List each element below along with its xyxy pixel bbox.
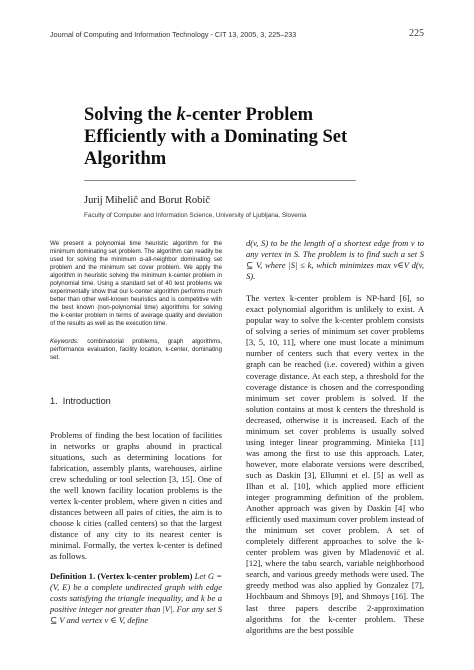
section-heading — [50, 396, 222, 406]
definition-1 — [50, 571, 222, 626]
abstract: We present a polynomial time heuristic algorithm for the minimum dominating set problem. The algorithm can readily be used for solving the minimum α-all-neighbor dominating set problem and the minimum set cover problem. We apply the algorithm in heuristic solving the minimum k-center problem in polynomial time. Using a standard set of 40 test problems we experimentally show that our k-center algorithm performs much better than other well-known heuristics and is competitive with the best known (non-polynomial time) algorithms for solving the k-center problem in terms of average quality and deviation of the results as well as the execution time. — [50, 240, 222, 328]
section-title: Introduction — [62, 395, 111, 406]
title-line-3: Algorithm — [84, 149, 167, 169]
left-column — [50, 240, 222, 626]
journal-citation: Journal of Computing and Information Technology - CIT 13, 2005, 3, 225–233 — [50, 30, 297, 39]
authors: Jurij Mihelič and Borut Robič — [84, 195, 210, 206]
section-number: 1. — [50, 395, 58, 406]
definition-label: Definition 1. (Vertex k-center problem) — [50, 571, 193, 582]
running-header — [50, 30, 424, 39]
page-number: 225 — [409, 28, 424, 39]
intro-paragraph-1: Problems of finding the best location of facilities in networks or graphs abound in practical situations, such as determining locations for fabrication, assembly plants, warehouses, airline crew scheduling or tool selection [3, 15]. One of the well known facility location problems is the vertex k-center problem, where given n cities and distances between all pairs of cities, the aim is to choose k cities (called centers) so that the largest distance of any city to its nearest center is minimal. Formally, the vertex k-center is defined as follows. — [50, 429, 222, 562]
right-column — [246, 238, 424, 636]
affiliation: Faculty of Computer and Information Science, University of Ljubljana, Slovenia — [84, 212, 307, 219]
keywords-label: Keywords: — [50, 337, 79, 345]
definition-continued: d(v, S) to be the length of a shortest edge from v to any vertex in S. The problem is to find such a set S ⊆ V, where |S| ≤ k, which minimizes max v∈V d(v, S). — [246, 238, 424, 282]
intro-paragraph-2: The vertex k-center problem is NP-hard [6], so exact polynomial algorithm is unlikely to exist. A popular way to solve the k-center problem consists of solving a series of minimum set cover problems [3, 5, 10, 11], where one must locate a minimum number of centers such that every vertex in the graph can be reached (i.e. covered) within a given coverage distance. At each step, a threshold for the coverage distance is chosen and the corresponding minimum set cover problem is solved. If the solution contains at most k centers the threshold is decreased, otherwise it is increased. Each of the minimum set cover problems is usually solved using integer linear programming. Minieka [11] was among the first to use this approach. Later, however, more elaborate versions were described, such as Daskin [3], Ellumni et el. [5] as well as Ilhan et al. [10], which applied more efficient integer programming definition of the problem. Another approach was given by Daskin [4] who efficiently used maximum cover problem instead of the minimum set cover problem. A set of completely different approaches to solve the k-center problem was given by Mladenović et al. [12], where the tabu search, variable neighborhood search, and various greedy methods were used. The greedy method was also applied by Gonzalez [7], Hochbaum and Shmoys [9], and Shmoys [16]. The last three papers describe 2-approximation algorithms for the k-center problem. These algorithms are the best possible — [246, 293, 424, 635]
keywords-text: combinatorial problems, graph algorithms, performance evaluation, facility location, k-center, dominating set. — [50, 337, 222, 361]
title-divider — [84, 180, 356, 181]
title-line-1: Solving the k-center Problem — [84, 105, 314, 125]
paper-title — [84, 104, 424, 170]
keywords — [50, 338, 222, 362]
definition-text: Let G = (V, E) be a complete undirected graph with edge costs satisfying the triangle inequality, and k be a positive integer not greater than |V|. For any set S ⊆ V and vertex v ∈ V, define — [50, 571, 222, 626]
title-line-2: Efficiently with a Dominating Set — [84, 127, 348, 147]
